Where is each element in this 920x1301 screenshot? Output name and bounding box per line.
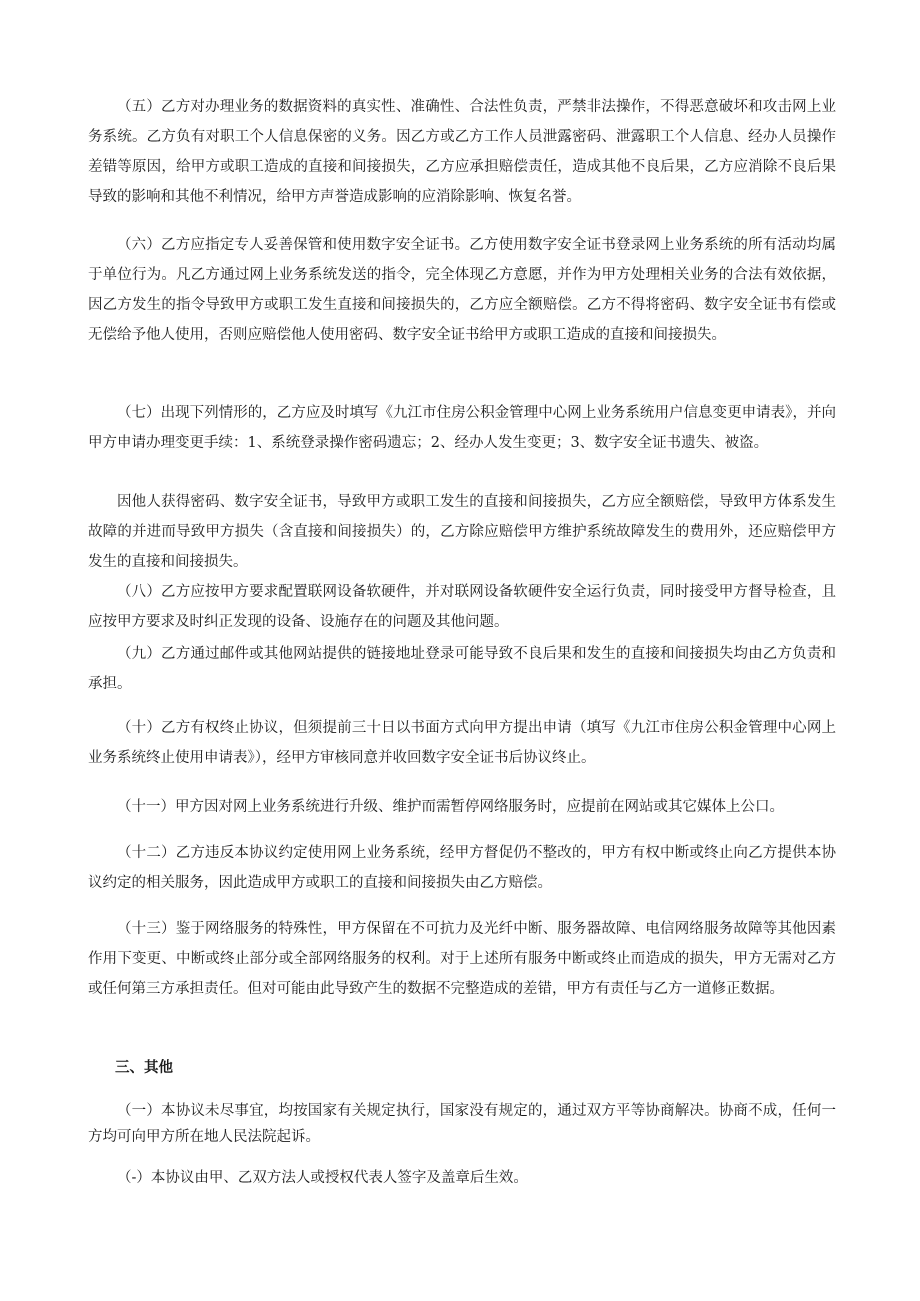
section-heading-other: 三、其他 [115,1060,173,1076]
clause-7-continuation: 因他人获得密码、数字安全证书，导致甲方或职工发生的直接和间接损失，乙方应全额赔偿，导致甲方体系发生故障的并进而导致甲方损失（含直接和间接损失）的，乙方除应赔偿甲方维护系统故障发生的费用外，还应赔偿甲方发生的直接和间接损失。 [88,494,836,570]
clause-5: （五）乙方对办理业务的数据资料的真实性、准确性、合法性负责，严禁非法操作，不得恶意破坏和攻击网上业务系统。乙方负有对职工个人信息保密的义务。因乙方或乙方工作人员泄露密码、泄露职工个人信息、经办人员操作差错等原因，给甲方或职工造成的直接和间接损失，乙方应承担赔偿责任，造成其他不良后果，乙方应消除不良后果导致的影响和其他不利情况，给甲方声誉造成影响的应消除影响、恢复名誉。 [88,99,836,205]
clause-9: （九）乙方通过邮件或其他网站提供的链接地址登录可能导致不良后果和发生的直接和间接损失均由乙方负责和承担。 [88,646,836,692]
clause-13: （十三）鉴于网络服务的特殊性，甲方保留在不可抗力及光纤中断、服务器故障、电信网络服务故障等其他因素作用下变更、中断或终止部分或全部网络服务的权利。对于上述所有服务中断或终止而造成的损失，甲方无需对乙方或任何第三方承担责任。但对可能由此导致产生的数据不完整造成的差错，甲方有责任与乙方一道修正数据。 [88,921,836,997]
clause-7: （七）出现下列情形的，乙方应及时填写《九江市住房公积金管理中心网上业务系统用户信息变更申请表》，并向甲方申请办理变更手续：1、系统登录操作密码遗忘；2、经办人发生变更；3、数字安全证书遗失、被盗。 [88,405,836,451]
clause-6: （六）乙方应指定专人妥善保管和使用数字安全证书。乙方使用数字安全证书登录网上业务系统的所有活动均属于单位行为。凡乙方通过网上业务系统发送的指令，完全体现乙方意愿，并作为甲方处理相关业务的合法有效依据，因乙方发生的指令导致甲方或职工发生直接和间接损失的，乙方应全额赔偿。乙方不得将密码、数字安全证书有偿或无偿给予他人使用，否则应赔偿他人使用密码、数字安全证书给甲方或职工造成的直接和间接损失。 [88,237,836,343]
other-clause-1: （一）本协议未尽事宜，均按国家有关规定执行，国家没有规定的，通过双方平等协商解决。协商不成，任何一方均可向甲方所在地人民法院起诉。 [88,1103,836,1145]
clause-8: （八）乙方应按甲方要求配置联网设备软硬件，并对联网设备软硬件安全运行负责，同时接受甲方督导检查，且应按甲方要求及时纠正发现的设备、设施存在的问题及其他问题。 [88,584,836,630]
clause-10: （十）乙方有权终止协议，但须提前三十日以书面方式向甲方提出申请（填写《九江市住房公积金管理中心网上业务系统终止使用申请表》），经甲方审核同意并收回数字安全证书后协议终止。 [88,720,836,766]
clause-11: （十一）甲方因对网上业务系统进行升级、维护而需暂停网络服务时，应提前在网站或其它媒体上公口。 [117,799,784,815]
clause-12: （十二）乙方违反本协议约定使用网上业务系统，经甲方督促仍不整改的，甲方有权中断或终止向乙方提供本协议约定的相关服务，因此造成甲方或职工的直接和间接损失由乙方赔偿。 [88,845,836,891]
other-clause-2: （-）本协议由甲、乙双方法人或授权代表人签字及盖章后生效。 [117,1170,528,1186]
